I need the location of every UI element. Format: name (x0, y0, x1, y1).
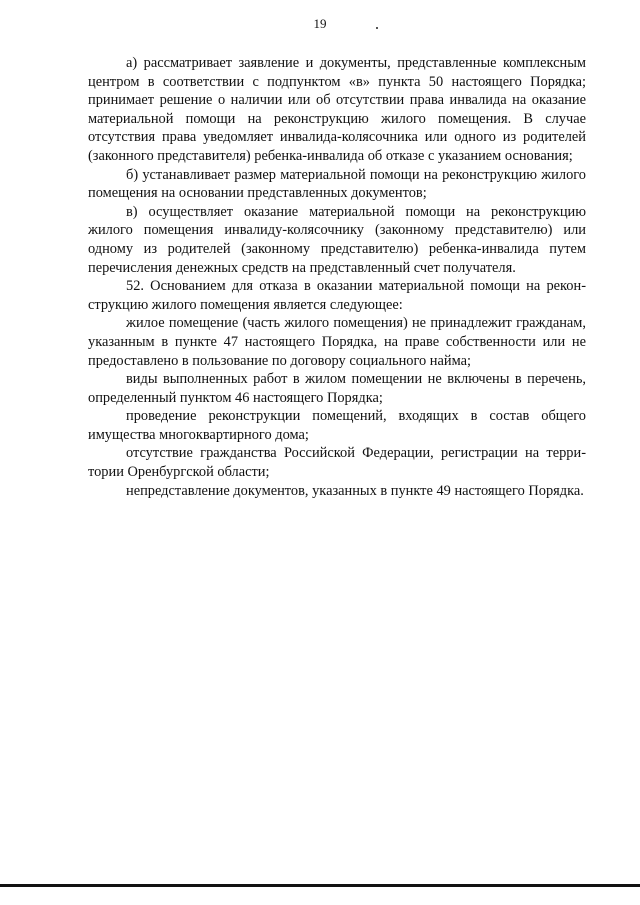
refusal-reason-common-property: проведение реконструкции помещений, входящих в состав общего имущества многоквартирного дома; (88, 408, 586, 443)
page-number: 19 (313, 16, 327, 31)
bottom-border (0, 884, 640, 887)
paragraph-52: 52. Основанием для отказа в оказании материальной помощи на реконструкцию жилого помещения является следующее: (88, 278, 586, 313)
refusal-reason-works: виды выполненных работ в жилом помещении не включены в перечень, определенный пунктом 46 настоящего Порядка; (88, 371, 586, 406)
scan-speck (376, 27, 378, 29)
paragraph-a: а) рассматривает заявление и документы, представленные комплексным центром в соответствии с подпунктом «в» пункта 50 настоящего Порядка; принимает решение о наличии или об отсутствии права инвалида на оказание материальной помощи на реконструкцию жилого помещения. В случае отсутствия права уведомляет инвалида-колясочника или одного из родителей (законного представителя) ребенка-инвалида об отказе с указанием основания; (88, 55, 586, 164)
document-body (88, 54, 586, 500)
refusal-reason-ownership: жилое помещение (часть жилого помещения) не принадлежит гражданам, указанным в пункте 47 настоящего Порядка, на праве собственности или не предоставлено в пользование по договору социального найма; (88, 315, 586, 369)
paragraph-b: б) устанавливает размер материальной помощи на реконструкцию жилого помещения на основании представленных документов; (88, 166, 586, 202)
refusal-reason-documents: непредставление документов, указанных в пункте 49 настоящего Порядка. (126, 482, 584, 499)
paragraph-v: в) осуществляет оказание материальной помощи на реконструкцию жилого помещения инвалиду-колясочнику (законному представителю) или одному из родителей (законному представителю) ребенка-инвалида путем перечисления денежных средств на представленный счет получателя. (88, 203, 586, 276)
refusal-reason-citizenship: отсутствие гражданства Российской Федерации, регистрации на территории Оренбургской области; (88, 445, 586, 481)
